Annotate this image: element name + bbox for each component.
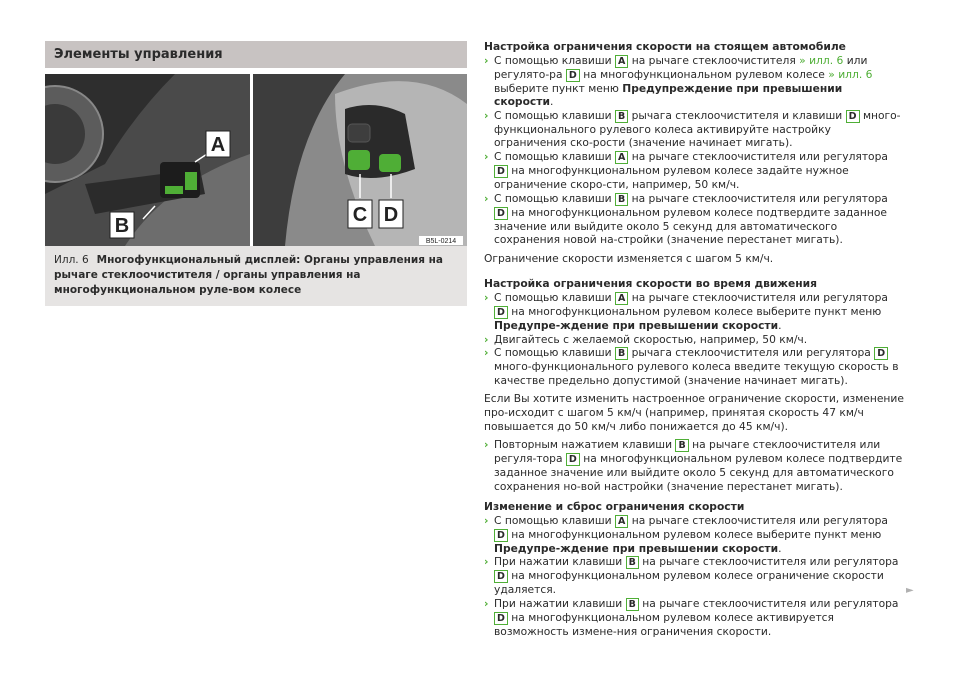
note-text: Ограничение скорости изменяется с шагом 5 км/ч. — [484, 251, 774, 265]
list-item: › С помощью клавиши A на рычаге стеклоочистителя » илл. 6 или регулято-ра D на многофункциональном рулевом колесе » илл. 6 выберите пункт меню Предупреждение при превышении скорости. — [484, 53, 873, 109]
key-d: D — [494, 306, 508, 319]
key-b: B — [675, 439, 688, 452]
arrow-icon: › — [484, 513, 489, 527]
key-b: B — [615, 193, 628, 206]
section-heading-driving: Настройка ограничения скорости во время движения — [484, 277, 818, 291]
key-a: A — [615, 292, 628, 305]
key-a: A — [615, 151, 628, 164]
key-a: A — [615, 55, 628, 68]
list-item: › С помощью клавиши B на рычаге стеклоочистителя или регулятора D на многофункциональном рулевом колесе подтвердите заданное значение или выйдите около 5 секунд для автоматического сохранения новой на-стройки (значение перестанет мигать). — [484, 191, 888, 247]
section-heading-stationary: Настройка ограничения скорости на стоящем автомобиле — [484, 40, 846, 53]
key-d: D — [494, 529, 508, 542]
figure-caption — [45, 246, 467, 306]
figure-label-a: A — [210, 134, 226, 156]
figure-label-b: B — [114, 215, 130, 237]
key-d: D — [566, 69, 580, 82]
arrow-icon: › — [484, 346, 489, 360]
figure-link[interactable]: » илл. 6 — [799, 53, 844, 67]
figure-illustration — [45, 74, 467, 246]
list-item: › При нажатии клавиши B на рычаге стеклоочистителя или регулятора D на многофункциональном рулевом колесе активируется возможность измене-ния ограничения скорости. — [484, 597, 899, 639]
list-item: › С помощью клавиши B рычага стеклоочистителя или регулятора D много-функционального рулевого колеса введите текущую скорость в качестве предельно допустимой (значение начинает мигать). — [484, 346, 899, 387]
list-item: › С помощью клавиши A на рычаге стеклоочистителя или регулятора D на многофункциональном рулевом колесе выберите пункт меню Предупре-ждение при превышении скорости. — [484, 290, 888, 332]
list-item: › С помощью клавиши B рычага стеклоочистителя и клавиши D много-функционального рулевого колеса активируйте настройку ограничения ско-рости (значение начинает мигать). — [484, 108, 901, 150]
key-b: B — [615, 347, 628, 360]
right-column — [484, 40, 904, 639]
key-b: B — [615, 110, 628, 123]
note-text: Если Вы хотите изменить настроенное ограничение скорости, изменение про-исходит с шагом 5 км/ч (например, принятая скорость 47 км/ч повышается до 50 км/ч либо понижается до 45 км/ч). — [484, 392, 904, 433]
arrow-icon: › — [484, 191, 489, 205]
list-item: › С помощью клавиши A на рычаге стеклоочистителя или регулятора D на многофункциональном рулевом колесе задайте нужное ограничение скоро-сти, например, 50 км/ч. — [484, 149, 888, 191]
list-item: › При нажатии клавиши B на рычаге стеклоочистителя или регулятора D на многофункциональном рулевом колесе ограничение скорости удаляется. — [484, 555, 899, 597]
key-d: D — [494, 612, 508, 625]
key-d: D — [566, 453, 580, 466]
key-d: D — [846, 110, 860, 123]
key-d: D — [494, 570, 508, 583]
key-a: A — [615, 515, 628, 528]
key-d: D — [494, 165, 508, 178]
arrow-icon: › — [484, 438, 489, 452]
list-item: › Двигайтесь с желаемой скоростью, например, 50 км/ч. — [484, 332, 808, 346]
list-item: › Повторным нажатием клавиши B на рычаге стеклоочистителя или регуля-тора D на многофункциональном рулевом колесе подтвердите заданное значение или выйдите около 5 секунд для автоматического сохранения но-вой настройки (значение перестанет мигать). — [484, 438, 903, 493]
caption-number: Илл. 6 — [54, 254, 89, 266]
key-d: D — [494, 207, 508, 220]
figure-code: B5L-0214 — [425, 238, 457, 245]
key-b: B — [626, 598, 639, 611]
continue-arrow-icon: ► — [906, 585, 914, 596]
figure-label-c: C — [352, 204, 368, 226]
section-title: Элементы управления — [45, 41, 467, 68]
controls-illustration — [45, 74, 467, 246]
arrow-icon: › — [484, 290, 489, 304]
arrow-icon: › — [484, 108, 489, 122]
figure-link[interactable]: » илл. 6 — [828, 67, 873, 81]
arrow-icon: › — [484, 555, 489, 569]
figure-label-d: D — [383, 204, 399, 226]
key-d: D — [874, 347, 888, 360]
caption-text: Многофункциональный дисплей: Органы управления на рычаге стеклоочистителя / органы управления на многофункциональном руле-вом колесе — [54, 254, 443, 296]
section-heading-reset: Изменение и сброс ограничения скорости — [484, 500, 745, 514]
key-b: B — [626, 556, 639, 569]
arrow-icon: › — [484, 597, 489, 611]
arrow-icon: › — [484, 53, 489, 67]
left-column — [45, 41, 467, 306]
list-item: › С помощью клавиши A на рычаге стеклоочистителя или регулятора D на многофункциональном рулевом колесе выберите пункт меню Предупре-ждение при превышении скорости. — [484, 513, 888, 555]
arrow-icon: › — [484, 149, 489, 163]
arrow-icon: › — [484, 332, 489, 346]
